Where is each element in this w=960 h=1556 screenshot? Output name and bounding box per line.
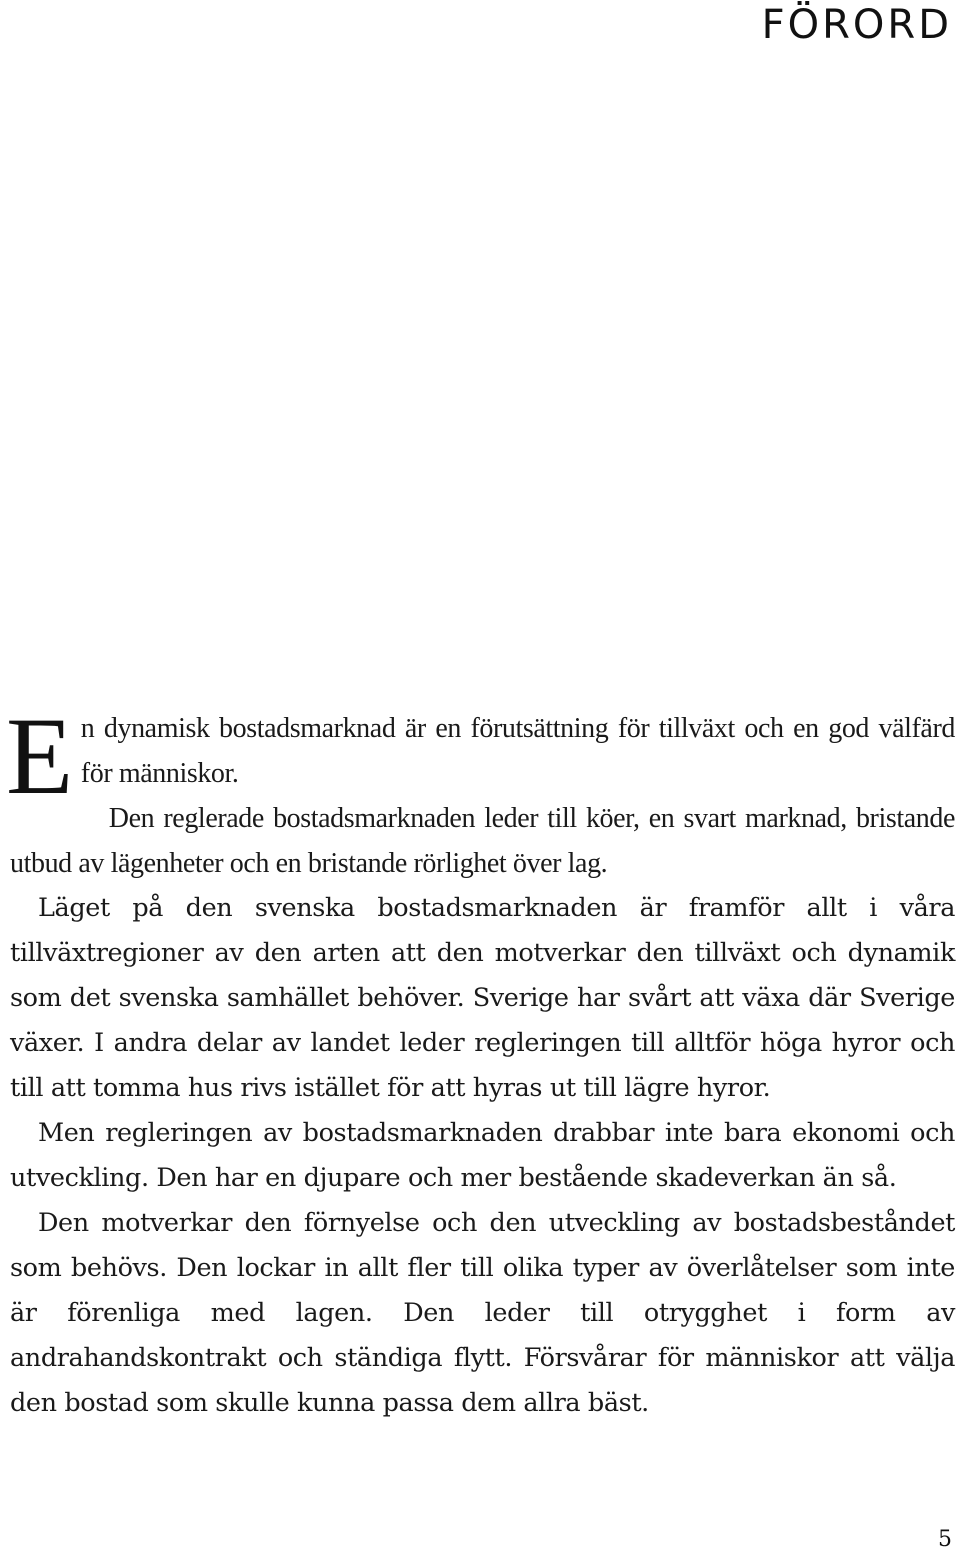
paragraph-1-text: n dynamisk bostadsmarknad är en förutsättning för tillväxt och en god välfärd för människor. — [80, 713, 955, 789]
drop-cap: E — [6, 695, 73, 817]
paragraph-3: Läget på den svenska bostadsmarknaden är framför allt i våra tillväxtregioner av den arten att den motverkar den tillväxt och dynamik som det svenska samhället behöver. Sverige har svårt att växa där Sverige växer. I andra delar av landet leder regleringen till alltför höga hyror och till att tomma hus rivs istället för att hyras ut till lägre hyror. — [10, 893, 955, 1103]
body-text — [6, 695, 955, 1426]
paragraph-2: Den reglerade bostadsmarknaden leder till köer, en svart marknad, bristande utbud av lägenheter och en bristande rörlighet över lag. — [10, 803, 955, 879]
page-number: 5 — [938, 1527, 952, 1552]
paragraph-4: Men regleringen av bostadsmarknaden drabbar inte bara ekonomi och utveckling. Den har en djupare och mer bestående skadeverkan än så. — [10, 1118, 955, 1193]
paragraph-5: Den motverkar den förnyelse och den utveckling av bostadsbeståndet som behövs. Den lockar in allt fler till olika typer av överlåtelser som inte är förenliga med lagen. Den leder till otrygghet i form av andrahandskontrakt och ständiga flytt. Försvårar för människor att välja den bostad som skulle kunna passa dem allra bäst. — [10, 1208, 955, 1418]
chapter-title: FÖRORD — [761, 2, 952, 48]
paragraph-1 — [6, 695, 955, 817]
